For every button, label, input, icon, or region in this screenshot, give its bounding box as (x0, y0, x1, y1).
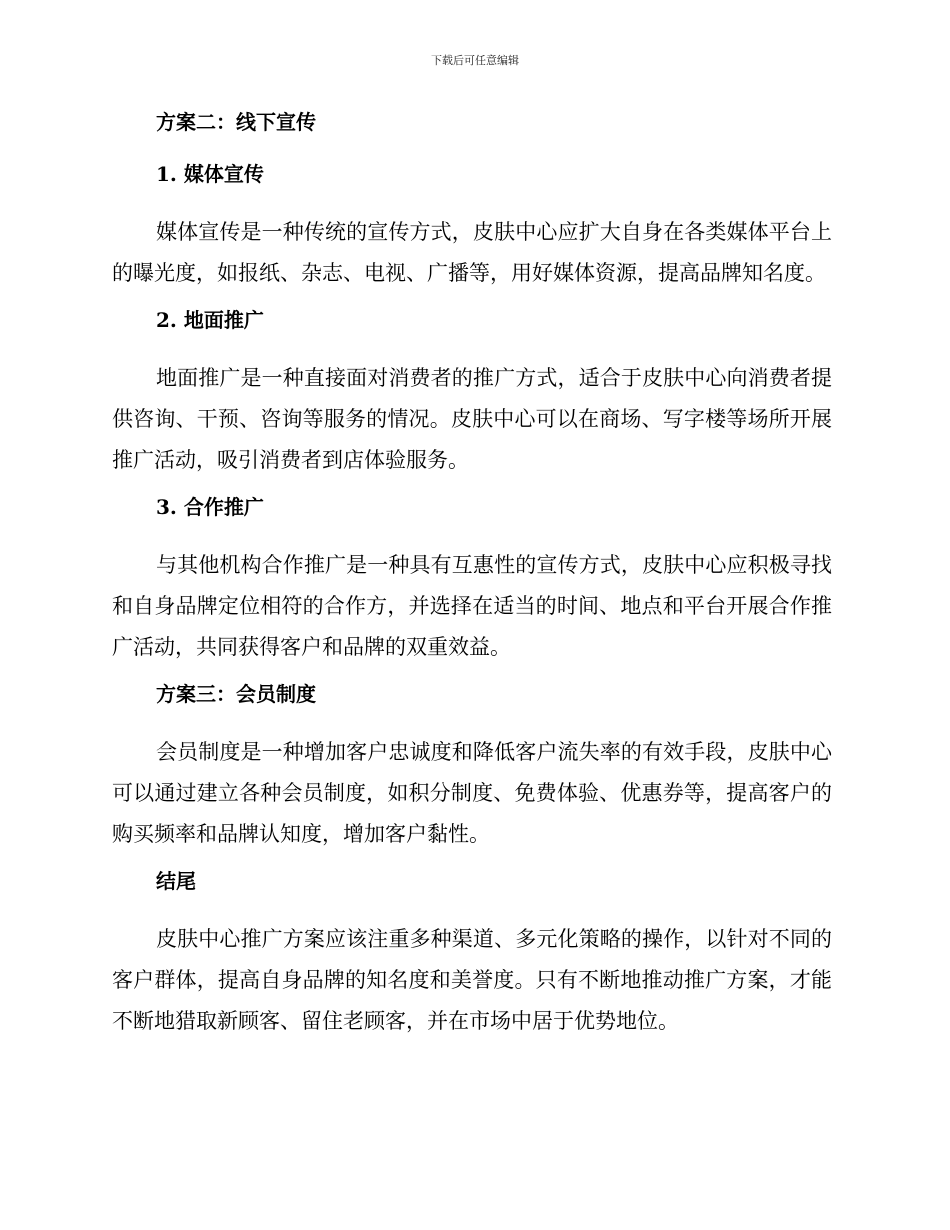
document-body (112, 108, 832, 1054)
subheading-cooperative-promotion: 3. 合作推广 (156, 495, 264, 519)
subheading-ground-promotion: 2. 地面推广 (156, 308, 264, 332)
paragraph-ground-promotion: 地面推广是一种直接面对消费者的推广方式，适合于皮肤中心向消费者提供咨询、干预、咨询等服务的情况。皮肤中心可以在商场、写字楼等场所开展推广活动，吸引消费者到店体验服务。 (112, 366, 832, 472)
section-heading-plan-two: 方案二：线下宣传 (156, 110, 316, 134)
paragraph-cooperative-promotion: 与其他机构合作推广是一种具有互惠性的宣传方式，皮肤中心应积极寻找和自身品牌定位相符的合作方，并选择在适当的时间、地点和平台开展合作推广活动，共同获得客户和品牌的双重效益。 (112, 553, 832, 659)
paragraph-membership: 会员制度是一种增加客户忠诚度和降低客户流失率的有效手段，皮肤中心可以通过建立各种会员制度，如积分制度、免费体验、优惠券等，提高客户的购买频率和品牌认知度，增加客户黏性。 (112, 740, 832, 846)
section-heading-plan-three: 方案三：会员制度 (156, 682, 316, 706)
section-heading-conclusion: 结尾 (156, 869, 196, 893)
page-header: 下载后可任意编辑 (431, 54, 519, 67)
paragraph-conclusion: 皮肤中心推广方案应该注重多种渠道、多元化策略的操作，以针对不同的客户群体，提高自身品牌的知名度和美誉度。只有不断地推动推广方案，才能不断地猎取新顾客、留住老顾客，并在市场中居于优势地位。 (112, 927, 832, 1033)
paragraph-media-promotion: 媒体宣传是一种传统的宣传方式，皮肤中心应扩大自身在各类媒体平台上的曝光度，如报纸、杂志、电视、广播等，用好媒体资源，提高品牌知名度。 (112, 220, 832, 285)
subheading-media-promotion: 1. 媒体宣传 (156, 162, 264, 186)
